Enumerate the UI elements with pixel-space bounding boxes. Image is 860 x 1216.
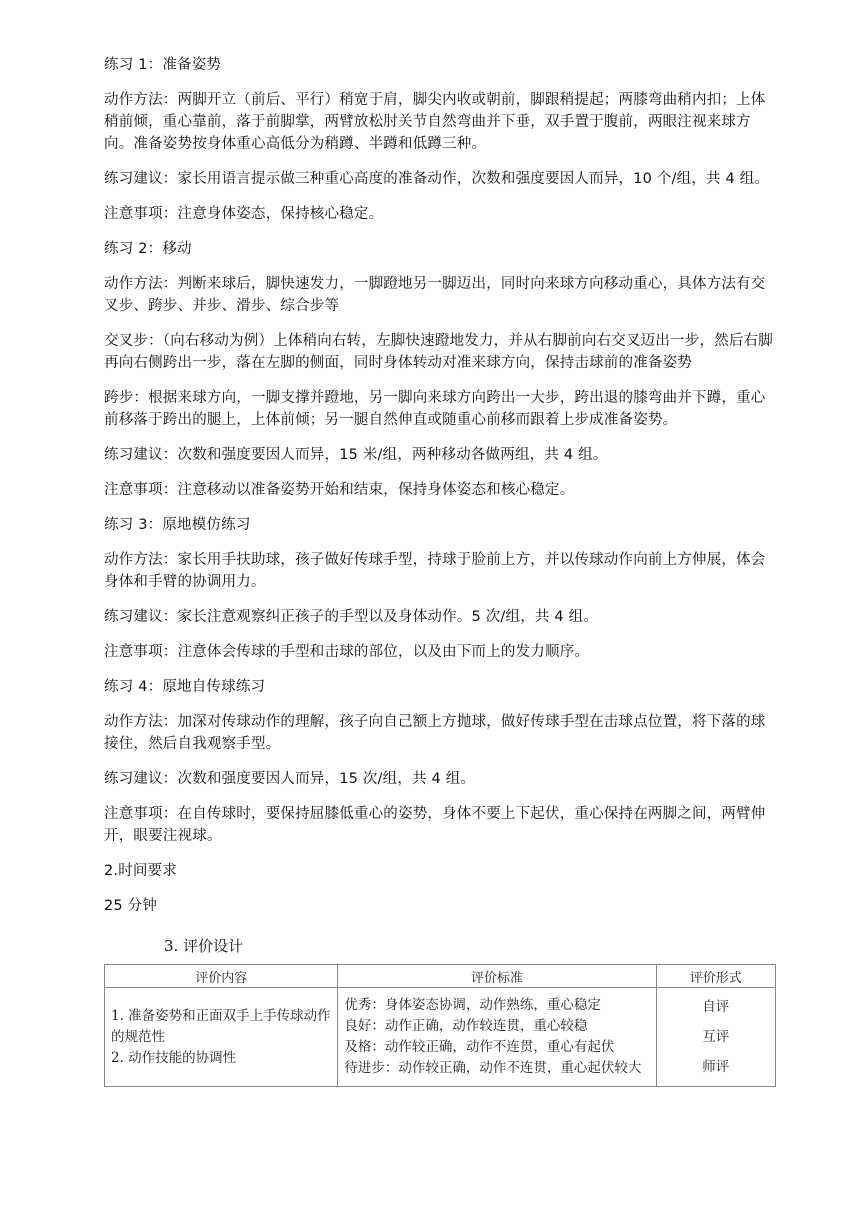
content-item: 2. 动作技能的协调性	[111, 1049, 237, 1066]
header-form: 评价形式	[656, 965, 775, 988]
form-item: 自评	[702, 999, 730, 1015]
exercise-1-method: 动作方法：两脚开立（前后、平行）稍宽于肩，脚尖内收或朝前，脚跟稍提起；两膝弯曲稍内扣；上体稍前倾，重心靠前，落于前脚掌，两臂放松肘关节自然弯曲并下垂，双手置于腹前，两眼注视来球方向。准备姿势按身体重心高低分为稍蹲、半蹲和低蹲三种。	[104, 92, 766, 152]
evaluation-table	[104, 964, 776, 1087]
exercise-2-method: 动作方法：判断来球后，脚快速发力，一脚蹬地另一脚迈出，同时向来球方向移动重心，具体方法有交叉步、跨步、并步、滑步、综合步等	[104, 276, 766, 314]
exercise-3-notes: 注意事项：注意体会传球的手型和击球的部位，以及由下而上的发力顺序。	[104, 644, 590, 660]
exercise-3-suggestion: 练习建议：家长注意观察纠正孩子的手型以及身体动作。5 次/组，共 4 组。	[104, 609, 599, 625]
evaluation-criteria-cell	[338, 988, 656, 1087]
header-content: 评价内容	[105, 965, 338, 988]
form-item: 师评	[702, 1059, 730, 1075]
exercise-2-heading: 练习 2：移动	[104, 241, 192, 257]
evaluation-title: 3. 评价设计	[164, 937, 244, 955]
exercise-2-notes: 注意事项：注意移动以准备姿势开始和结束，保持身体姿态和核心稳定。	[104, 482, 575, 498]
header-criteria: 评价标准	[338, 965, 656, 988]
evaluation-content-cell	[105, 988, 338, 1087]
evaluation-form-cell	[656, 988, 775, 1087]
exercise-2-stride-step: 跨步：根据来球方向，一脚支撑并蹬地，另一脚向来球方向跨出一大步，跨出退的膝弯曲并下蹲，重心前移落于跨出的腿上，上体前倾；另一腿自然伸直或随重心前移而跟着上步成准备姿势。	[104, 390, 766, 428]
exercise-2-suggestion: 练习建议：次数和强度要因人而异，15 米/组，两种移动各做两组，共 4 组。	[104, 447, 608, 463]
evaluation-row	[105, 988, 776, 1087]
form-item: 互评	[702, 1029, 730, 1045]
exercise-3-method: 动作方法：家长用手扶助球，孩子做好传球手型，持球于脸前上方，并以传球动作向前上方伸展，体会身体和手臂的协调用力。	[104, 552, 766, 590]
criteria-item: 及格：动作较正确，动作不连贯，重心有起伏	[344, 1039, 615, 1055]
content-item: 1. 准备姿势和正面双手上手传球动作的规范性	[111, 1007, 331, 1045]
exercise-1-heading: 练习 1：准备姿势	[104, 57, 222, 73]
evaluation-header-row	[105, 965, 776, 988]
time-requirement-value: 25 分钟	[104, 898, 158, 914]
exercise-4-method: 动作方法：加深对传球动作的理解，孩子向自己额上方抛球，做好传球手型在击球点位置，将下落的球接住，然后自我观察手型。	[104, 714, 766, 752]
exercise-4-notes: 注意事项：在自传球时，要保持屈膝低重心的姿势，身体不要上下起伏，重心保持在两脚之间，两臂伸开，眼要注视球。	[104, 806, 766, 844]
time-requirement-heading: 2.时间要求	[104, 863, 178, 879]
exercise-4-heading: 练习 4：原地自传球练习	[104, 679, 266, 695]
criteria-item: 良好：动作正确，动作较连贯，重心较稳	[344, 1018, 588, 1034]
exercise-1-notes: 注意事项：注意身体姿态，保持核心稳定。	[104, 206, 384, 222]
exercise-2-cross-step: 交叉步：（向右移动为例）上体稍向右转，左脚快速蹬地发力，并从右脚前向右交叉迈出一步，然后右脚再向右侧跨出一步，落在左脚的侧面，同时身体转动对准来球方向，保持击球前的准备姿势	[104, 333, 773, 371]
exercise-4-suggestion: 练习建议：次数和强度要因人而异，15 次/组，共 4 组。	[104, 771, 476, 787]
exercise-3-heading: 练习 3：原地模仿练习	[104, 517, 251, 533]
criteria-item: 优秀：身体姿态协调，动作熟练，重心稳定	[344, 997, 601, 1013]
exercise-1-suggestion: 练习建议：家长用语言提示做三种重心高度的准备动作，次数和强度要因人而异，10 个/组，共 4 组。	[104, 171, 770, 187]
criteria-item: 待进步：动作较正确，动作不连贯，重心起伏较大	[344, 1060, 642, 1076]
document-body	[104, 54, 776, 1087]
